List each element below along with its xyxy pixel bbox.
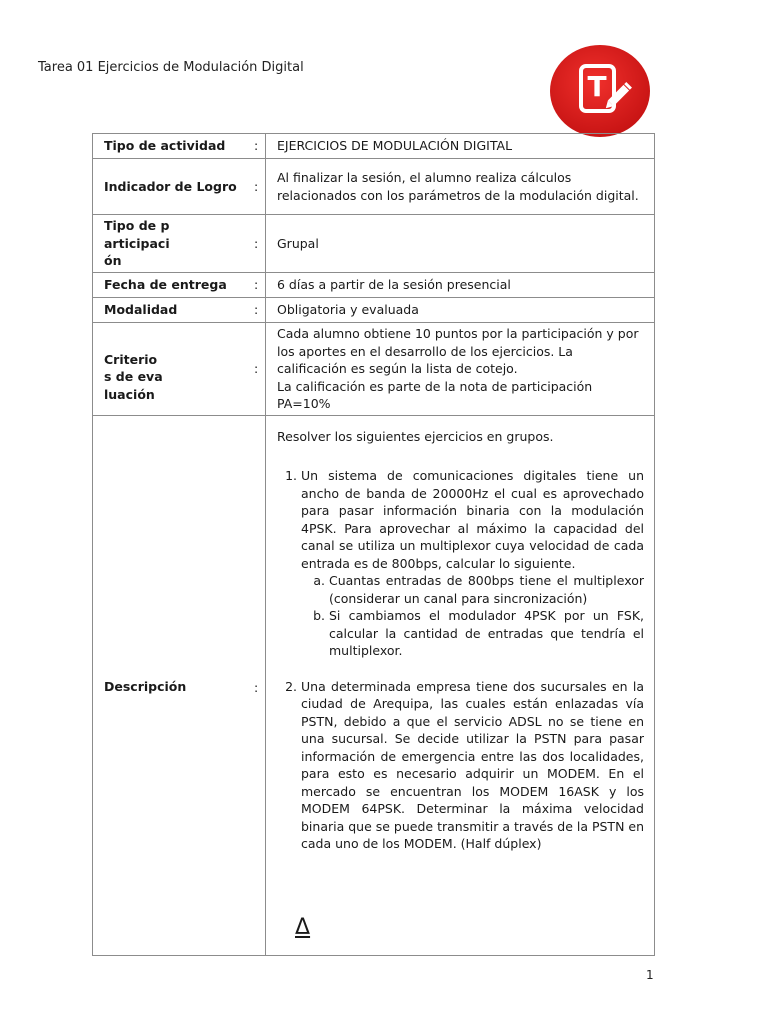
row-descripcion (93, 415, 655, 955)
page-number: 1 (646, 968, 654, 982)
colon-separator: : (254, 415, 266, 955)
fecha-entrega-label: Fecha de entrega (93, 273, 255, 298)
exercise-1-text: Un sistema de comunicaciones digitales tiene un ancho de banda de 20000Hz el cual es aprovechado para pasar información binaria con la modulación 4PSK. Para aprovechar al máximo la capacidad del canal se utiliza un multiplexor cuya velocidad de cada entrada es de 800bps, calcular lo siguiente. (301, 468, 644, 571)
document-header-title: Tarea 01 Ejercicios de Modulación Digital (38, 60, 304, 75)
fecha-entrega-value: 6 días a partir de la sesión presencial (266, 273, 655, 298)
exercise-1-subitems (301, 572, 644, 660)
modalidad-label: Modalidad (93, 298, 255, 323)
colon-separator: : (254, 134, 266, 159)
tipo-participacion-label (93, 215, 255, 273)
row-fecha-entrega (93, 273, 655, 298)
criterios-text-2: La calificación es parte de la nota de participación PA=10% (277, 378, 593, 411)
indicador-logro-value: Al finalizar la sesión, el alumno realiza cálculos relacionados con los parámetros de la modulación digital. (266, 159, 655, 215)
exercise-1-subitem-b: b. Si cambiamos el modulador 4PSK por un FSK, calcular la cantidad de entradas que tendría el multiplexor. (329, 607, 644, 660)
row-criterios-evaluacion (93, 323, 655, 416)
row-tipo-actividad (93, 134, 655, 159)
tipo-participacion-value: Grupal (266, 215, 655, 273)
delta-symbol: Δ (295, 914, 311, 940)
logo (549, 44, 651, 138)
indicador-logro-label: Indicador de Logro (93, 159, 255, 215)
modalidad-value: Obligatoria y evaluada (266, 298, 655, 323)
tipo-actividad-value: EJERCICIOS DE MODULACIÓN DIGITAL (266, 134, 655, 159)
descripcion-intro: Resolver los siguientes ejercicios en grupos. (277, 428, 554, 444)
criterios-evaluacion-label-text: Criterios de evaluación (104, 351, 163, 402)
logo-graphic (549, 44, 651, 138)
exercise-1-subitem-a: a. Cuantas entradas de 800bps tiene el multiplexor (considerar un canal para sincronización) (329, 572, 644, 607)
row-modalidad (93, 298, 655, 323)
exercise-2-text: Una determinada empresa tiene dos sucursales en la ciudad de Arequipa, las cuales están enlazadas vía PSTN, debido a que el servicio ADSL no se tiene en una sucursal. Se decide utilizar la PSTN para pasar información de emergencia entre las dos localidades, para esto es necesario adquirir un MODEM. En el mercado se encuentran los MODEM 16ASK y los MODEM 64PSK. Determinar la máxima velocidad binaria que se puede transmitir a través de la PSTN en cada uno de los MODEM. (Half dúplex) (301, 678, 645, 851)
exercise-list (277, 467, 644, 853)
tipo-actividad-label: Tipo de actividad (93, 134, 255, 159)
colon-separator: : (254, 323, 266, 416)
criterios-evaluacion-value (266, 323, 655, 416)
row-indicador-logro (93, 159, 655, 215)
criterios-evaluacion-label (93, 323, 255, 416)
colon-separator: : (254, 273, 266, 298)
logo-letter: T (587, 70, 607, 103)
row-tipo-participacion (93, 215, 655, 273)
tipo-participacion-label-text: Tipo de participación (104, 218, 170, 269)
exercise-1 (301, 467, 644, 660)
descripcion-value (266, 415, 655, 955)
activity-info-table (92, 133, 655, 956)
colon-separator: : (254, 215, 266, 273)
colon-separator: : (254, 159, 266, 215)
criterios-text-1: Cada alumno obtiene 10 puntos por la participación y por los aportes en el desarrollo de los ejercicios. La calificación es según la lista de cotejo. (277, 326, 639, 376)
exercise-2 (301, 678, 644, 853)
descripcion-label: Descripción (93, 415, 255, 955)
colon-separator: : (254, 298, 266, 323)
